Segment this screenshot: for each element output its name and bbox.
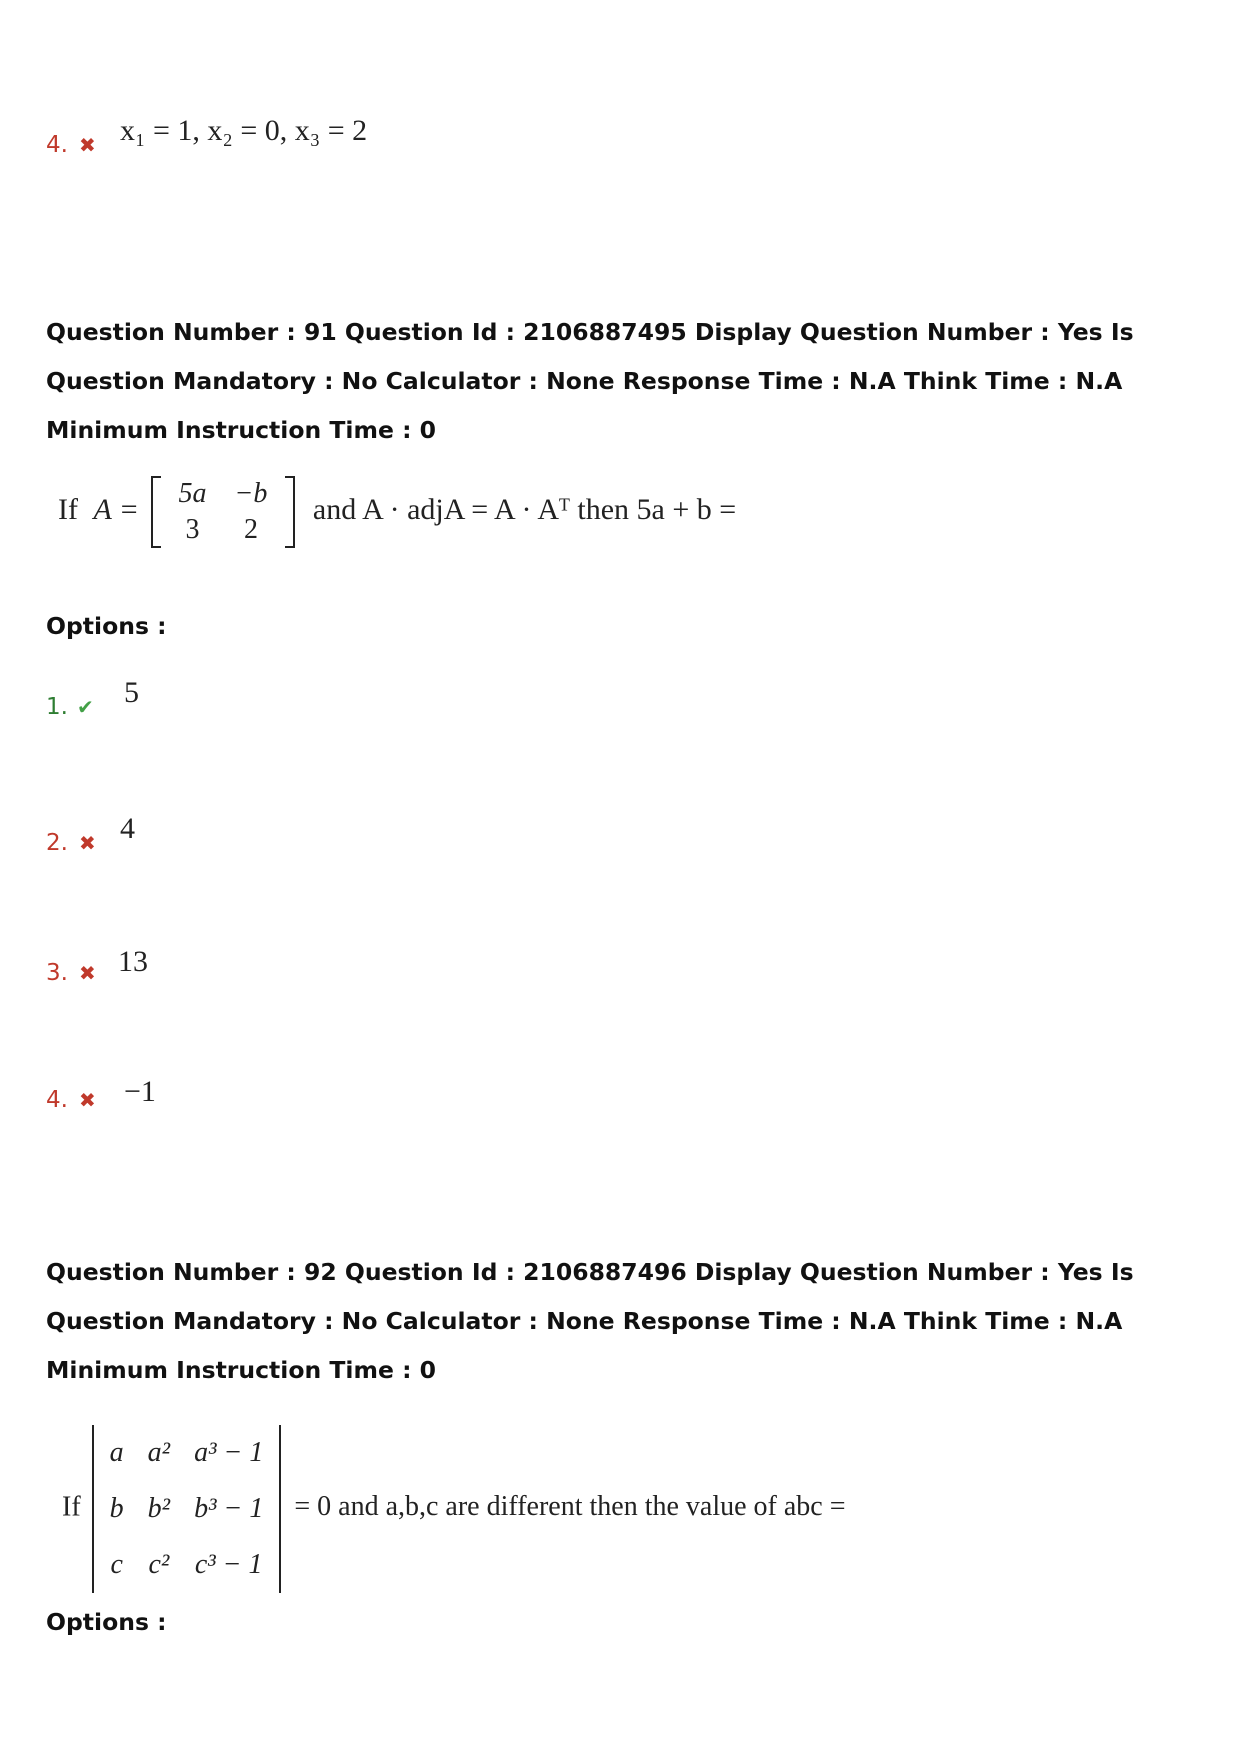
option-number: 3. bbox=[46, 960, 68, 986]
cross-icon: ✖ bbox=[79, 961, 96, 985]
option-1-value: 5 bbox=[124, 676, 139, 709]
matrix-cell: 3 bbox=[185, 514, 200, 545]
det-cell: b³ − 1 bbox=[194, 1493, 264, 1524]
matrix-cell: −b bbox=[234, 478, 268, 509]
prev-option-4 bbox=[46, 132, 96, 158]
det-cell: c³ − 1 bbox=[194, 1549, 263, 1580]
cross-icon: ✖ bbox=[79, 133, 96, 157]
option-number: 4. bbox=[46, 1087, 68, 1113]
options-label: Options : bbox=[46, 1608, 167, 1636]
option-4 bbox=[46, 1087, 96, 1113]
det-cell: a³ − 1 bbox=[194, 1437, 264, 1468]
question-prefix: If bbox=[58, 492, 78, 526]
option-4-value: −1 bbox=[124, 1075, 156, 1108]
options-label: Options : bbox=[46, 612, 167, 640]
det-cell: b bbox=[109, 1493, 124, 1524]
check-icon: ✔ bbox=[77, 695, 94, 719]
question-suffix: = 0 and a,b,c are different then the value of abc = bbox=[294, 1491, 846, 1523]
question-prefix: If bbox=[62, 1491, 81, 1523]
cross-icon: ✖ bbox=[79, 1088, 96, 1112]
det-cell: b² bbox=[147, 1493, 171, 1524]
cross-icon: ✖ bbox=[79, 831, 96, 855]
matrix-name: A = bbox=[93, 492, 140, 526]
option-2-value: 4 bbox=[120, 812, 135, 845]
question-91-text bbox=[58, 476, 736, 548]
option-3-value: 13 bbox=[118, 945, 148, 978]
option-2 bbox=[46, 830, 96, 856]
prev-option-4-value: x₁ = 1, x₂ = 0, x₃ = 2 bbox=[120, 114, 368, 147]
det-cell: c² bbox=[148, 1549, 170, 1580]
matrix-cell: 2 bbox=[243, 514, 258, 545]
option-number: 4. bbox=[46, 132, 68, 158]
question-suffix: and A · adjA = A · Aᵀ then 5a + b = bbox=[312, 492, 737, 526]
option-1 bbox=[46, 694, 94, 720]
question-91-meta: Question Number : 91 Question Id : 2106887495 Display Question Number : Yes Is Question Mandatory : No Calculator : None Response Time : N.A Think Time : N.A Minimum Instruction Time : 0 bbox=[46, 318, 1134, 444]
det-cell: c bbox=[110, 1549, 123, 1580]
matrix-cell: 5a bbox=[178, 478, 207, 509]
option-number: 2. bbox=[46, 830, 68, 856]
det-cell: a bbox=[109, 1437, 124, 1468]
determinant bbox=[92, 1425, 282, 1593]
question-92-meta: Question Number : 92 Question Id : 2106887496 Display Question Number : Yes Is Question Mandatory : No Calculator : None Response Time : N.A Think Time : N.A Minimum Instruction Time : 0 bbox=[46, 1258, 1134, 1384]
det-cell: a² bbox=[147, 1437, 171, 1468]
option-3 bbox=[46, 960, 96, 986]
option-number: 1. bbox=[46, 694, 68, 720]
question-92-text bbox=[62, 1425, 846, 1593]
matrix-a bbox=[151, 476, 296, 548]
